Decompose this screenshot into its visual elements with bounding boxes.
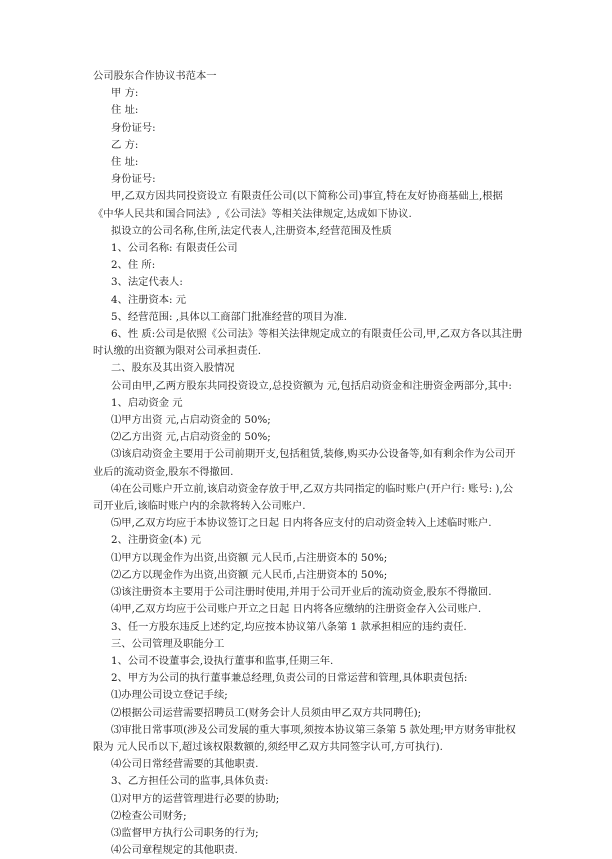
paragraph: 3、乙方担任公司的监事,具体负责: [111,775,269,788]
paragraph: 2、注册资金(本) 元 [111,534,201,547]
paragraph: ⑷公司章程规定的其他职责. [111,844,238,857]
paragraph: ⑶该启动资金主要用于公司前期开支,包括租赁,装修,购买办公设备等,如有剩余作为公司开业后的流动资金,股东不得撤回. [93,448,516,478]
paragraph: 2、甲方为公司的执行董事兼总经理,负责公司的日常运营和管理,具体职责包括: [111,672,468,685]
paragraph: ⑷甲,乙双方均应于公司账户开立之日起 日内将各应缴纳的注册资金存入公司账户. [111,603,482,616]
paragraph: 三、公司管理及职能分工 [111,637,225,650]
paragraph: 1、公司不设董事会,设执行董事和监事,任期三年. [111,654,334,667]
paragraph: 甲 方: [111,87,139,100]
paragraph: ⑶该注册资本主要用于公司注册时使用,并用于公司开业后的流动资金,股东不得撤回. [111,586,492,599]
paragraph: ⑵乙方以现金作为出资,出资额 元人民币,占注册资本的 50%; [111,568,388,581]
paragraph: ⑴甲方以现金作为出资,出资额 元人民币,占注册资本的 50%; [111,551,388,564]
paragraph: 身份证号: [111,173,156,186]
paragraph: 二、股东及其出资入股情况 [111,362,235,375]
document-title: 公司股东合作协议书范本一 [93,70,217,82]
paragraph: 甲,乙双方因共同投资设立 有限责任公司(以下简称公司)事宜,特在友好协商基础上,根据《中华人民共和国合同法》,《公司法》等相关法律规定,达成如下协议. [93,190,503,220]
paragraph: 6、性 质:公司是依照《公司法》等相关法律规定成立的有限责任公司,甲,乙双方各以其注册时认缴的出资额为限对公司承担责任. [93,328,523,358]
paragraph-list [93,85,523,859]
paragraph: 1、启动资金 元 [111,396,183,409]
paragraph: ⑵乙方出资 元,占启动资金的 50%; [111,431,271,444]
paragraph: ⑴办理公司设立登记手续; [111,689,228,702]
document-body [93,68,523,859]
paragraph: 公司由甲,乙两方股东共同投资设立,总投资额为 元,包括启动资金和注册资金两部分,其中: [111,379,512,392]
paragraph: 3、任一方股东违反上述约定,均应按本协议第八条第 1 款承担相应的违约责任. [111,620,467,633]
paragraph: ⑵检查公司财务; [111,809,187,822]
paragraph: ⑶监督甲方执行公司职务的行为; [111,826,259,839]
paragraph: ⑴对甲方的运营管理进行必要的协助; [111,792,280,805]
paragraph: 拟设立的公司名称,住所,法定代表人,注册资本,经营范围及性质 [111,224,392,237]
paragraph: 2、住 所: [111,259,156,272]
paragraph: 住 址: [111,104,139,117]
paragraph: 住 址: [111,156,139,169]
paragraph: 1、公司名称: 有限责任公司 [111,242,238,255]
paragraph: ⑸甲,乙双方均应于本协议签订之日起 日内将各应支付的启动资金转入上述临时账户. [111,517,492,530]
paragraph: ⑷在公司账户开立前,该启动资金存放于甲,乙双方共同指定的临时账户(开户行: 账号: ),公司开业后,该临时账户内的余款将转入公司账户. [93,482,514,513]
paragraph: ⑶审批日常事项(涉及公司发展的重大事项,须按本协议第三条第 5 款处理;甲方财务审批权限为 元人民币以下,超过该权限数额的,须经甲乙双方共同签字认可,方可执行). [93,723,516,753]
paragraph: ⑴甲方出资 元,占启动资金的 50%; [111,414,271,427]
paragraph: 4、注册资本: 元 [111,293,187,306]
paragraph: 身份证号: [111,121,156,134]
paragraph: ⑵根据公司运营需要招聘员工(财务会计人员须由甲乙双方共同聘任); [111,706,422,719]
paragraph: 3、法定代表人: [111,276,183,289]
paragraph: 5、经营范围: ,具体以工商部门批准经营的项目为准. [111,310,348,323]
paragraph: ⑷公司日常经营需要的其他职责. [111,758,259,771]
paragraph: 乙 方: [111,138,139,151]
